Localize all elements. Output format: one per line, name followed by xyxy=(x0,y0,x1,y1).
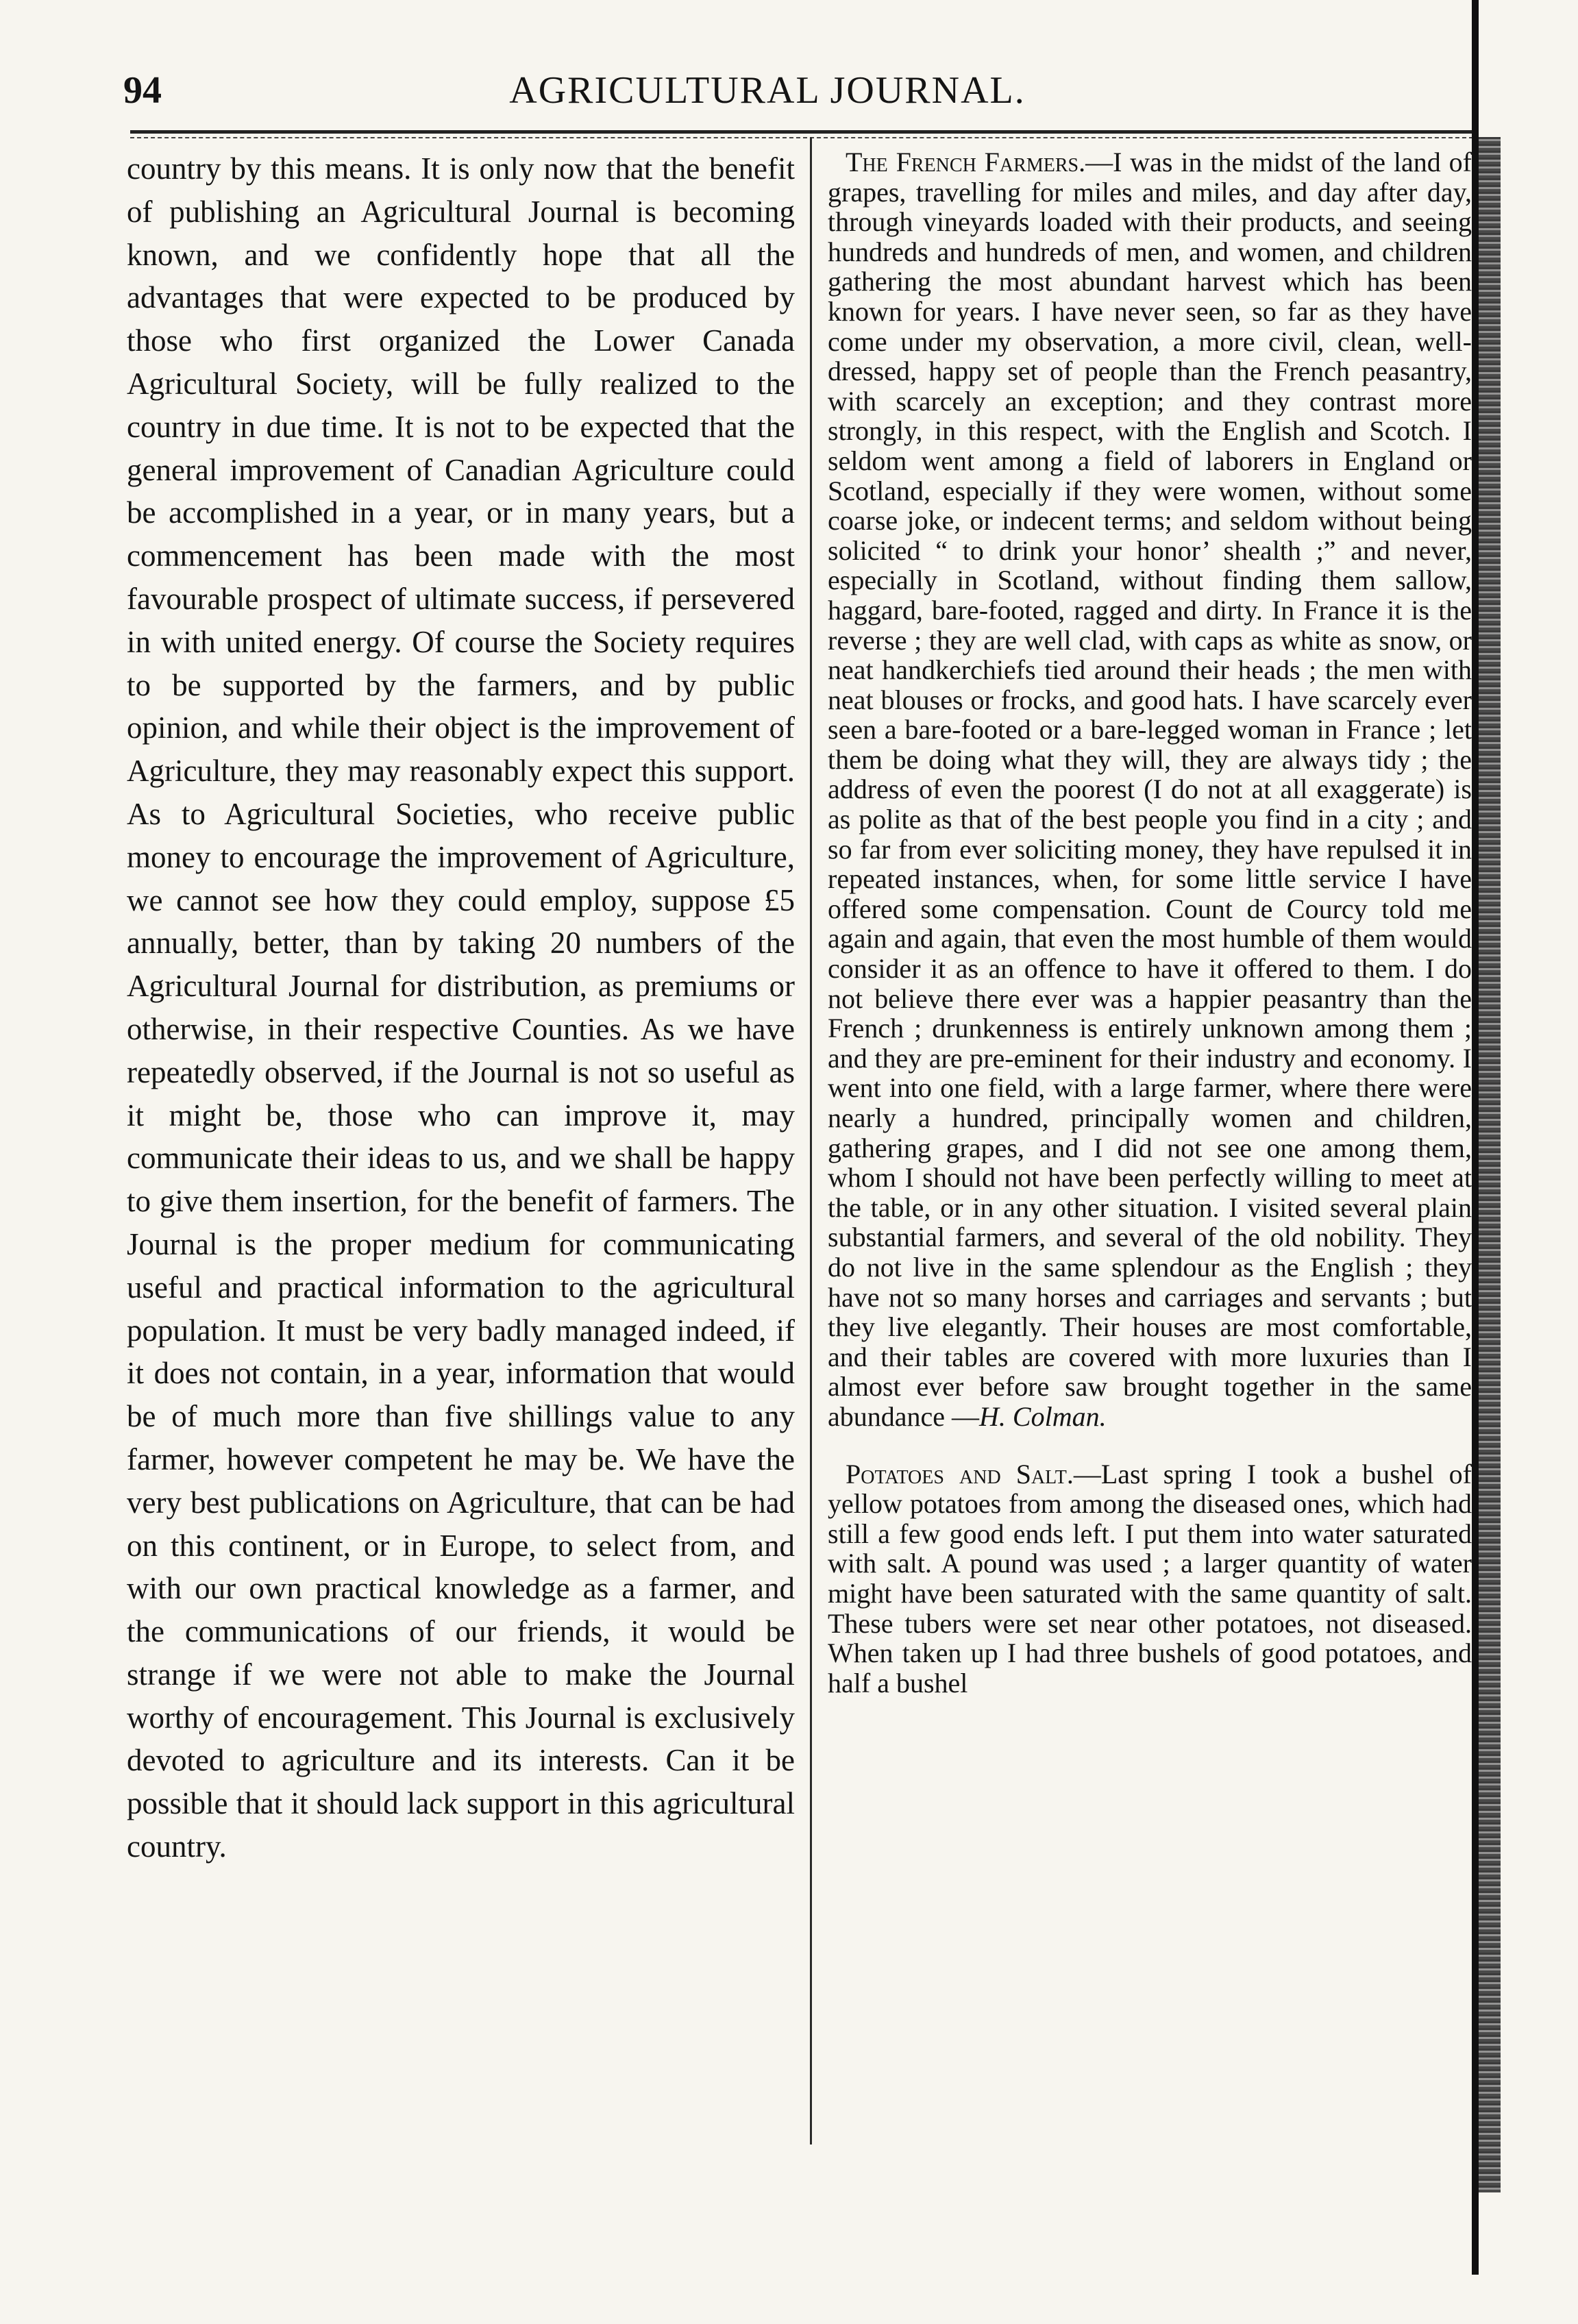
article-heading-potatoes-salt: Potatoes and Salt. xyxy=(846,1458,1074,1489)
running-title: AGRICULTURAL JOURNAL. xyxy=(509,69,1026,112)
page-edge-line xyxy=(1472,0,1479,2275)
header-rule xyxy=(130,130,1473,134)
article-body-potatoes-salt: —Last spring I took a bushel of yellow potatoes from among the diseased ones, which had still a few good ends left. I put them into water saturated with salt. A pound was used ; a larger quantity of water might have been saturated with the same quantity of salt. These tubers were set near other potatoes, not diseased. When taken up I had three bushels of good potatoes, and half a bushel xyxy=(828,1458,1472,1698)
article-french-farmers xyxy=(828,147,1472,1432)
page-header xyxy=(123,69,1411,123)
article-heading-french-farmers: The French Farmers. xyxy=(846,147,1086,177)
column-divider xyxy=(810,137,812,2144)
article-attribution: H. Colman. xyxy=(979,1400,1107,1432)
right-column xyxy=(828,147,1472,1698)
page-number: 94 xyxy=(123,69,162,112)
article-body-french-farmers: —I was in the midst of the land of grapes, travelling for miles and miles, and day after day, through vineyards loaded with their products, and seeing hundreds and hundreds of men, and women, and children gathering the most abundant harvest which has been known for years. I have never seen, so far as they have come under my observation, a more civil, clean, well-dressed, happy set of people than the French peasantry, with scarcely an exception; and they contrast more strongly, in this respect, with the English and Scotch. I seldom went among a field of laborers in England or Scotland, especially if they were women, without some coarse joke, or indecent terms; and seldom without being solicited “ to drink your honor’ shealth ;” and never, especially in Scotland, without finding them sallow, haggard, bare-footed, ragged and dirty. In France it is the reverse ; they are well clad, with caps as white as snow, or neat handkerchiefs tied around their heads ; the men with neat blouses or frocks, and good hats. I have scarcely ever seen a bare-footed or a bare-legged woman in France ; let them be doing what they will, they are always tidy ; the address of even the poorest (I do not at all exaggerate) is as polite as that of the best people you find in a city ; and so far from ever soliciting money, they have repulsed it in repeated instances, when, for some little service I have offered some compensation. Count de Courcy told me again and again, that even the most humble of them would consider it as an offence to have it offered to them. I do not believe there ever was a happier peasantry than the French ; drunkenness is entirely unknown among them ; and they are pre-eminent for their industry and economy. I went into one field, with a large farmer, where there were nearly a hundred, principally women and children, gathering grapes, and I did not see one among them, whom I should not have been perfectly willing to meet at the table, or in any other situation. I visited several plain substantial farmers, and several of the old nobility. They do not live in the same splendour as the English ; they have not so many horses and carriages and servants ; but they live elegantly. Their houses are most comfortable, and their tables are covered with more luxuries than I almost ever before saw brought together in the same abundance — xyxy=(828,147,1472,1432)
left-column xyxy=(127,147,795,1868)
header-rule-dashed xyxy=(130,137,1473,138)
article-potatoes-salt xyxy=(828,1459,1472,1698)
left-column-text: country by this means. It is only now that the benefit of publishing an Agricultural Journal is becoming known, and we confidently hope that all the advantages that were expected to be produced by those who first organized the Lower Canada Agricultural Society, will be fully realized to the country in due time. It is not to be expected that the general improvement of Canadian Agriculture could be accomplished in a year, or in many years, but a commencement has been made with the most favourable prospect of ultimate success, if persevered in with united energy. Of course the Society requires to be supported by the farmers, and by public opinion, and while their object is the improvement of Agriculture, they may reasonably expect this support. As to Agricultural Societies, who receive public money to encourage the improvement of Agriculture, we cannot see how they could employ, suppose £5 annually, better, than by taking 20 numbers of the Agricultural Journal for distribution, as premiums or otherwise, in their respective Counties. As we have repeatedly observed, if the Journal is not so useful as it might be, those who can improve it, may communicate their ideas to us, and we shall be happy to give them insertion, for the benefit of farmers. The Journal is the proper medium for communicating useful and practical information to the agricultural population. It must be very badly managed indeed, if it does not contain, in a year, information that would be of much more than five shillings value to any farmer, however competent he may be. We have the very best publications on Agriculture, that can be had on this continent, or in Europe, to select from, and with our own practical knowledge as a farmer, and the communications of our friends, it would be strange if we were not able to make the Journal worthy of encouragement. This Journal is exclusively devoted to agriculture and its interests. Can it be possible that it should lack support in this agricultural country. xyxy=(127,151,795,1864)
